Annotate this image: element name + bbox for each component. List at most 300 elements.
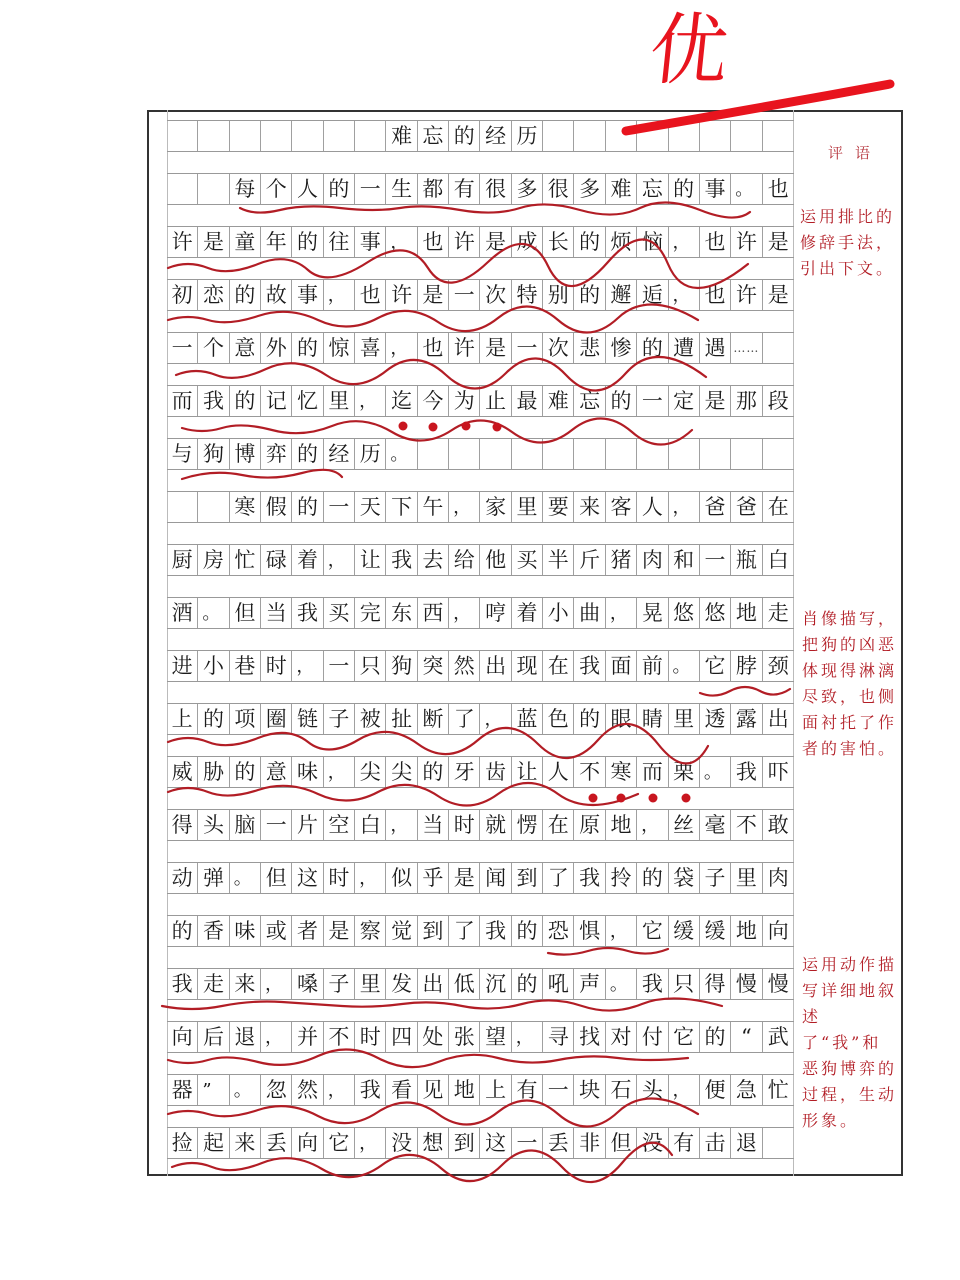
grid-cell: 缓 [700,916,731,946]
grid-cell: 一 [543,1075,574,1105]
grid-cell: 。 [606,969,637,999]
grid-cell: 去 [418,545,449,575]
grid-cell: 栗 [669,757,700,787]
grid-cell: 也 [767,176,789,201]
grid-cell: 酒 [167,598,198,628]
grid-cell: 器 [167,1075,198,1105]
grid-cell: 。 [230,863,261,893]
grid-cell: 在 [543,810,574,840]
grid-cell: 瓶 [731,545,762,575]
grid-cell [167,121,198,151]
grid-cell: 是 [418,280,449,310]
grid-cell: 了 [543,863,574,893]
grid-cell: 味 [292,757,323,787]
grid-cell: 。 [198,598,229,628]
grid-cell: 到 [418,916,449,946]
grid-cell: ， [386,227,417,257]
grid-cell: 这 [480,1128,511,1158]
grid-cell: 睛 [637,704,668,734]
essay-text-row [167,650,794,682]
grid-cell: 事 [292,280,323,310]
grid-cell: 小 [198,651,229,681]
grid-cell [512,439,543,469]
grid-cell: 肉 [637,545,668,575]
grid-cell: 博 [230,439,261,469]
grid-cell: 沉 [480,969,511,999]
grid-cell: 我 [574,651,605,681]
grid-cell: 慢 [731,969,762,999]
grid-cell: 一 [324,492,355,522]
grid-cell: ， [324,545,355,575]
grid-cell: 。 [386,439,417,469]
grid-cell: 眼 [606,704,637,734]
grid-cell: 难 [606,174,637,204]
grid-cell: 给 [449,545,480,575]
essay-text-row [167,332,794,364]
grid-cell: ， [669,280,700,310]
grid-cell: ， [292,651,323,681]
grid-cell [480,439,511,469]
grid-cell: 很 [543,174,574,204]
grid-cell: 人 [543,757,574,787]
grid-cell: 个 [198,333,229,363]
grid-cell: 原 [574,810,605,840]
grid-cell [230,121,261,151]
grid-cell: 是 [480,333,511,363]
grid-cell: 四 [386,1022,417,1052]
grid-cell: 我 [167,969,198,999]
grid-cell: 很 [480,174,511,204]
grid-cell: 或 [261,916,292,946]
grid-cell: 家 [480,492,511,522]
grid-cell: 的 [198,704,229,734]
grid-cell: 毫 [700,810,731,840]
grid-cell: 在 [767,494,789,519]
grid-cell [167,492,198,522]
grid-cell [198,492,229,522]
grid-cell: 地 [606,810,637,840]
essay-text-row [167,279,794,311]
grid-cell: 有 [669,1128,700,1158]
grid-cell: 但 [261,863,292,893]
grid-cell: 着 [292,545,323,575]
grid-cell: 多 [512,174,543,204]
grid-cell: 蓝 [512,704,543,734]
grid-cell: 突 [418,651,449,681]
grid-cell: 惊 [324,333,355,363]
grid-cell: 处 [418,1022,449,1052]
grid-cell: 有 [512,1075,543,1105]
grid-cell: 一 [355,174,386,204]
grid-cell: 是 [700,386,731,416]
grid-cell: 尖 [355,757,386,787]
grid-cell: 逅 [637,280,668,310]
grid-cell: 来 [574,492,605,522]
grid-cell: 它 [700,651,731,681]
grid-cell: 圈 [261,704,292,734]
grid-cell: 意 [230,333,261,363]
grid-cell: 吓 [767,759,789,784]
grid-cell: 让 [355,545,386,575]
grid-cell: 弈 [261,439,292,469]
grid-cell: 齿 [480,757,511,787]
grid-cell: 要 [543,492,574,522]
grid-cell [637,439,668,469]
grid-cell: 忘 [637,174,668,204]
grid-cell: 便 [700,1075,731,1105]
grid-cell: ， [324,1075,355,1105]
grid-cell: 里 [731,863,762,893]
grid-cell: 难 [386,121,417,151]
grid-cell: 走 [767,600,789,625]
grid-cell: 的 [637,333,668,363]
grid-cell: 来 [230,1128,261,1158]
grid-cell: 的 [449,121,480,151]
grid-cell: 也 [418,333,449,363]
grid-cell: 碌 [261,545,292,575]
grid-cell: 东 [386,598,417,628]
grid-cell: 时 [449,810,480,840]
grid-cell: ， [261,969,292,999]
essay-text-row [167,491,794,523]
grid-cell: 察 [355,916,386,946]
grid-cell [763,439,794,469]
grid-cell: 敢 [767,812,789,837]
essay-text-row [167,544,794,576]
essay-text-row [167,703,794,735]
grid-cell: 是 [767,229,789,254]
grid-cell: 恐 [543,916,574,946]
grid-cell: 并 [292,1022,323,1052]
grid-cell: 成 [512,227,543,257]
grid-cell: 出 [418,969,449,999]
grid-cell: 事 [355,227,386,257]
grid-cell [637,121,668,151]
grid-cell: 到 [512,863,543,893]
grid-cell: 退 [230,1022,261,1052]
grid-cell: 颈 [767,653,789,678]
essay-grid-area [167,110,794,1176]
grid-cell: 恋 [198,280,229,310]
grid-cell: 哼 [480,598,511,628]
grid-cell: 的 [230,757,261,787]
grid-cell: 块 [574,1075,605,1105]
grid-cell: 它 [324,1128,355,1158]
grid-cell: 里 [512,492,543,522]
grid-cell: 时 [261,651,292,681]
grid-cell: 地 [449,1075,480,1105]
essay-text-row [167,809,794,841]
grid-cell: 经 [324,439,355,469]
grid-cell: 巷 [230,651,261,681]
grid-cell: 似 [386,863,417,893]
grid-cell: 嗓 [292,969,323,999]
grid-cell: 一 [637,386,668,416]
grid-cell: 见 [418,1075,449,1105]
grid-cell: 在 [543,651,574,681]
grid-cell: 缓 [669,916,700,946]
grid-cell: 让 [512,757,543,787]
grid-cell: ， [324,757,355,787]
essay-text-row [167,226,794,258]
grid-cell: 的 [574,227,605,257]
grid-cell [606,121,637,151]
grid-cell: 许 [386,280,417,310]
grid-cell: 我 [574,863,605,893]
grid-cell: 烦 [606,227,637,257]
grid-cell [700,121,731,151]
grid-cell: 他 [480,545,511,575]
grid-cell: 白 [767,547,789,572]
grid-cell: 悲 [574,333,605,363]
grid-cell: 脑 [230,810,261,840]
grid-cell: 的 [512,969,543,999]
grid-cell: 难 [543,386,574,416]
grid-cell [763,121,794,151]
grid-cell: 买 [512,545,543,575]
grid-cell: 它 [669,1022,700,1052]
grid-cell: 愣 [512,810,543,840]
grid-cell: 的 [292,492,323,522]
grid-cell: 忘 [418,121,449,151]
grid-cell: 时 [324,863,355,893]
grid-cell: 吼 [543,969,574,999]
grid-cell: 定 [669,386,700,416]
grid-cell [261,121,292,151]
grid-cell: 武 [767,1024,789,1049]
grid-cell: 然 [292,1075,323,1105]
grid-cell: 只 [669,969,700,999]
remarks-header: 评语 [828,144,883,162]
grid-cell: 买 [324,598,355,628]
grid-cell: 惧 [574,916,605,946]
grid-cell: 里 [669,704,700,734]
essay-title-row [167,120,794,152]
grid-cell: 是 [449,863,480,893]
grid-cell [700,439,731,469]
grid-cell: 面 [606,651,637,681]
grid-cell: 也 [355,280,386,310]
grid-cell: 丝 [669,810,700,840]
grid-cell: 乎 [418,863,449,893]
grid-cell: ， [261,1022,292,1052]
essay-text-row [167,915,794,947]
grid-cell: 次 [480,280,511,310]
grid-cell: 后 [198,1022,229,1052]
grid-cell: 弹 [198,863,229,893]
grid-cell [449,439,480,469]
grid-cell: 的 [324,174,355,204]
grid-cell: 晃 [637,598,668,628]
grid-cell: “ [731,1022,762,1052]
grid-cell: 我 [292,598,323,628]
grid-cell: 色 [543,704,574,734]
grid-cell: 最 [512,386,543,416]
grid-cell: 白 [355,810,386,840]
grid-cell: 也 [418,227,449,257]
grid-cell: 丢 [261,1128,292,1158]
grid-cell: 悠 [669,598,700,628]
grid-cell: 进 [167,651,198,681]
grid-cell: 得 [700,969,731,999]
grid-cell: 没 [637,1128,668,1158]
grid-cell: 胁 [198,757,229,787]
grid-cell: 链 [292,704,323,734]
grid-cell: 走 [198,969,229,999]
grid-cell: 退 [731,1128,762,1158]
grid-cell: 事 [700,174,731,204]
grid-cell: 。 [700,757,731,787]
grid-cell: 发 [386,969,417,999]
grid-cell: ， [386,810,417,840]
grid-cell: 一 [324,651,355,681]
grid-cell: 一 [512,1128,543,1158]
grid-cell: 下 [386,492,417,522]
grid-cell: 客 [606,492,637,522]
grid-cell [763,333,794,363]
grid-cell: 完 [355,598,386,628]
grid-cell: 当 [261,598,292,628]
remark-parallelism: 运用排比的修辞手法，引出下文。 [800,207,896,278]
grid-cell: 人 [292,174,323,204]
grid-cell: 味 [230,916,261,946]
grid-cell: 一 [512,333,543,363]
grid-cell: 对 [606,1022,637,1052]
grid-cell: ， [669,492,700,522]
grid-cell: 的 [669,174,700,204]
grid-cell: 被 [355,704,386,734]
grid-cell: 寒 [230,492,261,522]
grid-cell: ， [449,598,480,628]
grid-cell: 望 [480,1022,511,1052]
essay-text-row [167,385,794,417]
grid-cell: 我 [198,386,229,416]
grid-cell: 也 [700,280,731,310]
grid-cell: 惨 [606,333,637,363]
grid-cell [606,439,637,469]
grid-cell: 半 [543,545,574,575]
grid-cell: 。 [230,1075,261,1105]
grid-cell: 我 [355,1075,386,1105]
remark-action-description: 运用动作描写详细地叙述了“我”和恶狗博弈的过程，生动形象。 [802,955,898,1130]
grid-cell: 一 [449,280,480,310]
grid-cell: 许 [731,280,762,310]
grid-cell: 的 [167,916,198,946]
grid-cell: 头 [198,810,229,840]
grid-cell: 经 [480,121,511,151]
grid-cell: 和 [669,545,700,575]
grid-cell: 悠 [700,598,731,628]
grid-cell: 我 [480,916,511,946]
grid-cell: 片 [292,810,323,840]
grid-cell: 都 [418,174,449,204]
grid-cell: 扯 [386,704,417,734]
grid-cell: 里 [324,386,355,416]
grid-cell: 闻 [480,863,511,893]
grid-cell: 年 [261,227,292,257]
grid-cell: 时 [355,1022,386,1052]
grid-cell: 的 [637,863,668,893]
grid-cell: 是 [324,916,355,946]
grid-cell: ， [449,492,480,522]
grid-cell: 忙 [230,545,261,575]
grid-cell: 一 [700,545,731,575]
grid-cell: 喜 [355,333,386,363]
grid-cell: 声 [574,969,605,999]
grid-cell: 出 [480,651,511,681]
grid-cell: 的 [230,280,261,310]
grid-cell: 向 [167,1022,198,1052]
grid-cell: 是 [198,227,229,257]
grid-cell: 别 [543,280,574,310]
remarks-column [794,112,903,1174]
grid-cell: 邂 [606,280,637,310]
grid-cell: 低 [449,969,480,999]
grid-cell [731,439,762,469]
grid-cell: 个 [261,174,292,204]
grid-cell: 向 [292,1128,323,1158]
grid-cell: 然 [449,651,480,681]
grid-cell: 午 [418,492,449,522]
grid-cell: 的 [574,704,605,734]
grid-cell: 斤 [574,545,605,575]
grid-cell: 地 [731,916,762,946]
grid-cell: 今 [418,386,449,416]
grid-cell: 曲 [574,598,605,628]
grid-cell: 爸 [731,492,762,522]
grid-cell: 许 [731,227,762,257]
grid-cell: 了 [449,916,480,946]
grid-cell: 生 [386,174,417,204]
grid-cell: 的 [606,386,637,416]
grid-cell: …… [731,333,762,363]
grid-cell: 出 [767,706,789,731]
grid-cell: 次 [543,333,574,363]
essay-text-row [167,438,794,470]
grid-cell: 只 [355,651,386,681]
grid-cell: ， [669,1075,700,1105]
grid-cell: 记 [261,386,292,416]
grid-cell: 肉 [767,865,789,890]
grid-cell: 的 [292,333,323,363]
grid-cell: ， [637,810,668,840]
grid-cell: 击 [700,1128,731,1158]
grid-cell: 透 [700,704,731,734]
grid-cell: 项 [230,704,261,734]
grid-cell: 付 [637,1022,668,1052]
grid-cell [198,174,229,204]
grid-cell: 不 [731,810,762,840]
grid-cell: 。 [731,174,762,204]
grid-cell: 的 [700,1022,731,1052]
grid-cell: 初 [167,280,198,310]
grid-cell: 我 [637,969,668,999]
grid-cell: 特 [512,280,543,310]
grid-cell: 但 [230,598,261,628]
grid-cell [763,1128,794,1158]
grid-cell [198,121,229,151]
grid-cell: 历 [512,121,543,151]
grid-cell: 故 [261,280,292,310]
grid-cell: 着 [512,598,543,628]
grid-cell: 当 [418,810,449,840]
grid-cell: ， [355,386,386,416]
grid-cell: ， [386,333,417,363]
grid-cell [292,121,323,151]
grid-cell: 丢 [543,1128,574,1158]
grid-cell: 袋 [669,863,700,893]
grid-cell: 了 [449,704,480,734]
